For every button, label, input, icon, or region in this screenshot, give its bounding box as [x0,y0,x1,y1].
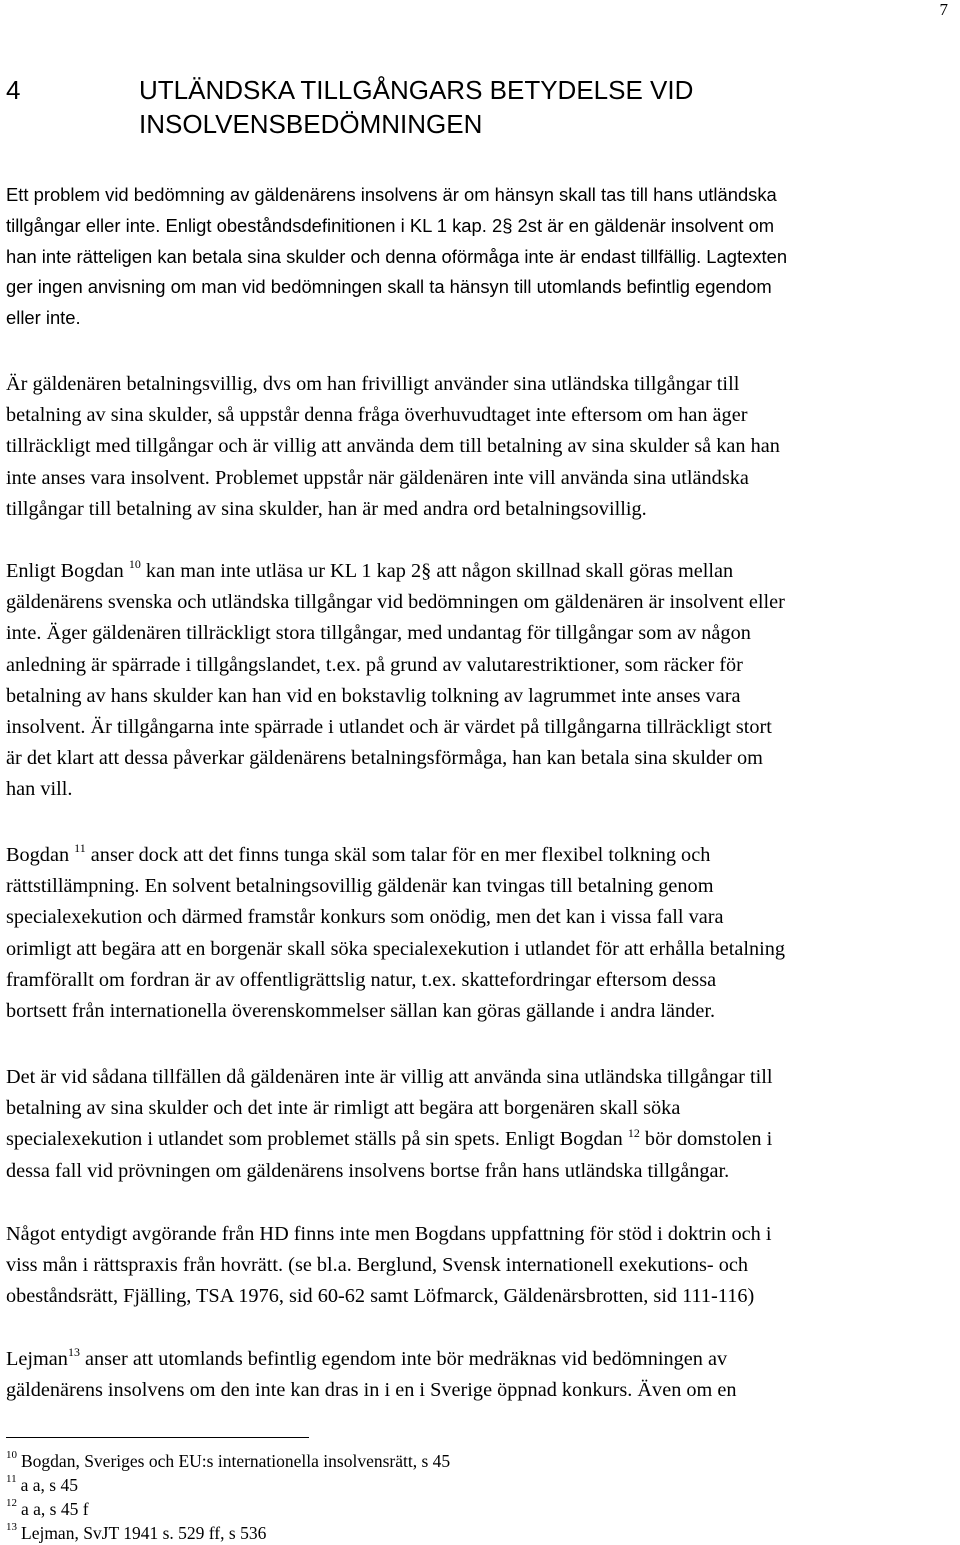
text-run: viss mån i rättspraxis från hovrätt. (se bl.a. Berglund, Svensk internationell exekutions- och [6,1254,748,1277]
text-run: han inte rätteligen kan betala sina skulder och denna oförmåga inte är endast tillfällig. Lagtexten [6,245,788,267]
text-run: framförallt om fordran är av offentligrättslig natur, t.ex. skattefordringar eftersom dessa [6,968,717,991]
paragraph [6,556,954,806]
text-run: tillgångar eller inte. Enligt obeståndsdefinitionen i KL 1 kap. 2§ 2st är en gäldenär insolvent om [6,214,775,236]
section-title [139,73,939,141]
paragraph-line [6,934,954,965]
paragraph-line [6,712,954,743]
paragraph-line [6,965,954,996]
footnote-number: 12 [6,1497,17,1510]
paragraph-line [6,681,954,712]
paragraph [6,1344,954,1406]
section-title-line: INSOLVENSBEDÖMNINGEN [139,109,483,139]
text-run: inte anses vara insolvent. Problemet uppstår när gäldenären inte vill använda sina utländska [6,466,749,489]
paragraph-line [6,1375,954,1406]
paragraph-line [6,1093,954,1124]
paragraph-line [6,1062,954,1093]
paragraph [6,180,954,334]
text-run: tillräckligt med tillgångar och är villig att använda dem till betalning av sina skulder så kan han [6,435,780,458]
footnote-reference: 11 [74,841,86,856]
text-run: gäldenärens insolvens om den inte kan dras in i en i Sverige öppnad konkurs. Även om en [6,1379,737,1402]
paragraph-line [6,996,954,1027]
paragraph-line [6,1219,954,1250]
footnote [6,1497,450,1521]
paragraph-line [6,871,954,902]
footnote-divider [6,1437,309,1438]
page-number: 7 [939,0,948,19]
paragraph-line [6,431,954,462]
paragraph [6,369,954,525]
footnote-reference: 13 [67,1345,80,1360]
text-run: betalning av hans skulder kan han vid en bokstavlig tolkning av lagrummet inte anses vara [6,684,741,707]
text-run: anser dock att det finns tunga skäl som talar för en mer flexibel tolkning och [85,844,711,866]
text-run: han vill. [6,778,73,801]
text-run: Lejman [6,1348,68,1370]
paragraph-line [6,1344,954,1375]
footnote-number: 10 [6,1449,17,1462]
paragraph-line [6,587,954,618]
text-run: anledning är spärrade i tillgångslandet, t.ex. på grund av valutarestriktioner, som räcker för [6,653,743,676]
footnote-text: Lejman, SvJT 1941 s. 529 ff, s 536 [21,1523,267,1543]
paragraph-line [6,743,954,774]
footnote-text: Bogdan, Sveriges och EU:s internationella insolvensrätt, s 45 [21,1451,451,1471]
text-run: insolvent. Är tillgångarna inte spärrade i utlandet och är värdet på tillgångarna tillräckligt stort [6,716,772,739]
text-run: betalning av sina skulder, så uppstår denna fråga överhuvudtaget inte eftersom om han äger [6,404,748,427]
text-run: bör domstolen i [639,1128,773,1151]
footnote-reference: 10 [128,557,141,572]
text-run: obeståndsrätt, Fjälling, TSA 1976, sid 60-62 samt Löfmarck, Gäldenärsbrotten, sid 111-116) [6,1285,755,1308]
paragraph-line [6,1156,954,1187]
paragraph-line [6,303,954,334]
paragraph [6,1219,954,1313]
text-run: Ett problem vid bedömning av gäldenärens insolvens är om hänsyn skall tas till hans utländska [6,184,777,205]
text-run: inte. Äger gäldenären tillräckligt stora tillgångar, med undantag för tillgångar som av någon [6,622,751,645]
paragraph-line [6,774,954,805]
paragraph [6,840,954,1027]
paragraph-line [6,902,954,933]
text-run: kan man inte utläsa ur KL 1 kap 2§ att någon skillnad skall göras mellan [140,560,734,582]
paragraph-line [6,369,954,400]
paragraph-line [6,242,954,273]
paragraph [6,1062,954,1187]
text-run: rättstillämpning. En solvent betalningsovillig gäldenär kan tvingas till betalning genom [6,875,714,898]
footnote-text: a a, s 45 f [21,1499,89,1519]
footnote-number: 13 [6,1521,17,1534]
footnotes [6,1449,450,1545]
text-run: tillgångar till betalning av sina skulder, han är med andra ord betalningsovillig. [6,497,647,520]
footnote-number: 11 [6,1473,17,1486]
text-run: dessa fall vid prövningen om gäldenärens insolvens bortse från hans utländska tillgångar. [6,1159,730,1182]
text-run: specialexekution i utlandet som problemet ställs på sin spets. Enligt Bogdan [6,1128,628,1151]
text-run: bortsett från internationella överenskommelser sällan kan göras gällande i andra länder. [6,1000,716,1023]
paragraph-line [6,618,954,649]
text-run: Något entydigt avgörande från HD finns inte men Bogdans uppfattning för stöd i doktrin och i [6,1223,772,1245]
paragraph-line [6,840,954,871]
footnote [6,1521,450,1545]
paragraph-line [6,272,954,303]
paragraph-line [6,1250,954,1281]
paragraph-line [6,463,954,494]
paragraph-line [6,650,954,681]
footnote-reference: 12 [627,1125,640,1140]
paragraph-line [6,180,954,211]
text-run: Är gäldenären betalningsvillig, dvs om han frivilligt använder sina utländska tillgångar till [6,373,740,395]
text-run: Enligt Bogdan [6,560,129,582]
paragraph-line [6,556,954,587]
paragraph-line [6,1124,954,1155]
footnote-text: a a, s 45 [20,1475,78,1495]
paragraph-line [6,494,954,525]
footnote [6,1449,450,1473]
section-title-line: UTLÄNDSKA TILLGÅNGARS BETYDELSE VID [139,75,694,105]
text-run: Bogdan [6,844,75,866]
text-run: specialexekution och därmed framstår konkurs som onödig, men det kan i vissa fall vara [6,906,724,929]
text-run: eller inte. [6,307,81,329]
paragraph-line [6,211,954,242]
text-run: är det klart att dessa påverkar gäldenärens betalningsförmåga, han kan betala sina skulder om [6,747,763,770]
text-run: orimligt att begära att en borgenär skall söka specialexekution i utlandet för att erhålla betalning [6,937,786,960]
text-run: ger ingen anvisning om man vid bedömningen skall ta hänsyn till utomlands befintlig egendom [6,276,772,298]
text-run: gäldenärens svenska och utländska tillgångar vid bedömningen om gäldenären är insolvent eller [6,591,785,614]
text-run: anser att utomlands befintlig egendom inte bör medräknas vid bedömningen av [79,1348,728,1370]
paragraph-line [6,400,954,431]
text-run: betalning av sina skulder och det inte är rimligt att begära att borgenären skall söka [6,1097,681,1120]
footnote [6,1473,450,1497]
paragraph-line [6,1281,954,1312]
section-number: 4 [6,75,21,105]
text-run: Det är vid sådana tillfällen då gäldenären inte är villig att använda sina utländska tillgångar till [6,1066,773,1088]
